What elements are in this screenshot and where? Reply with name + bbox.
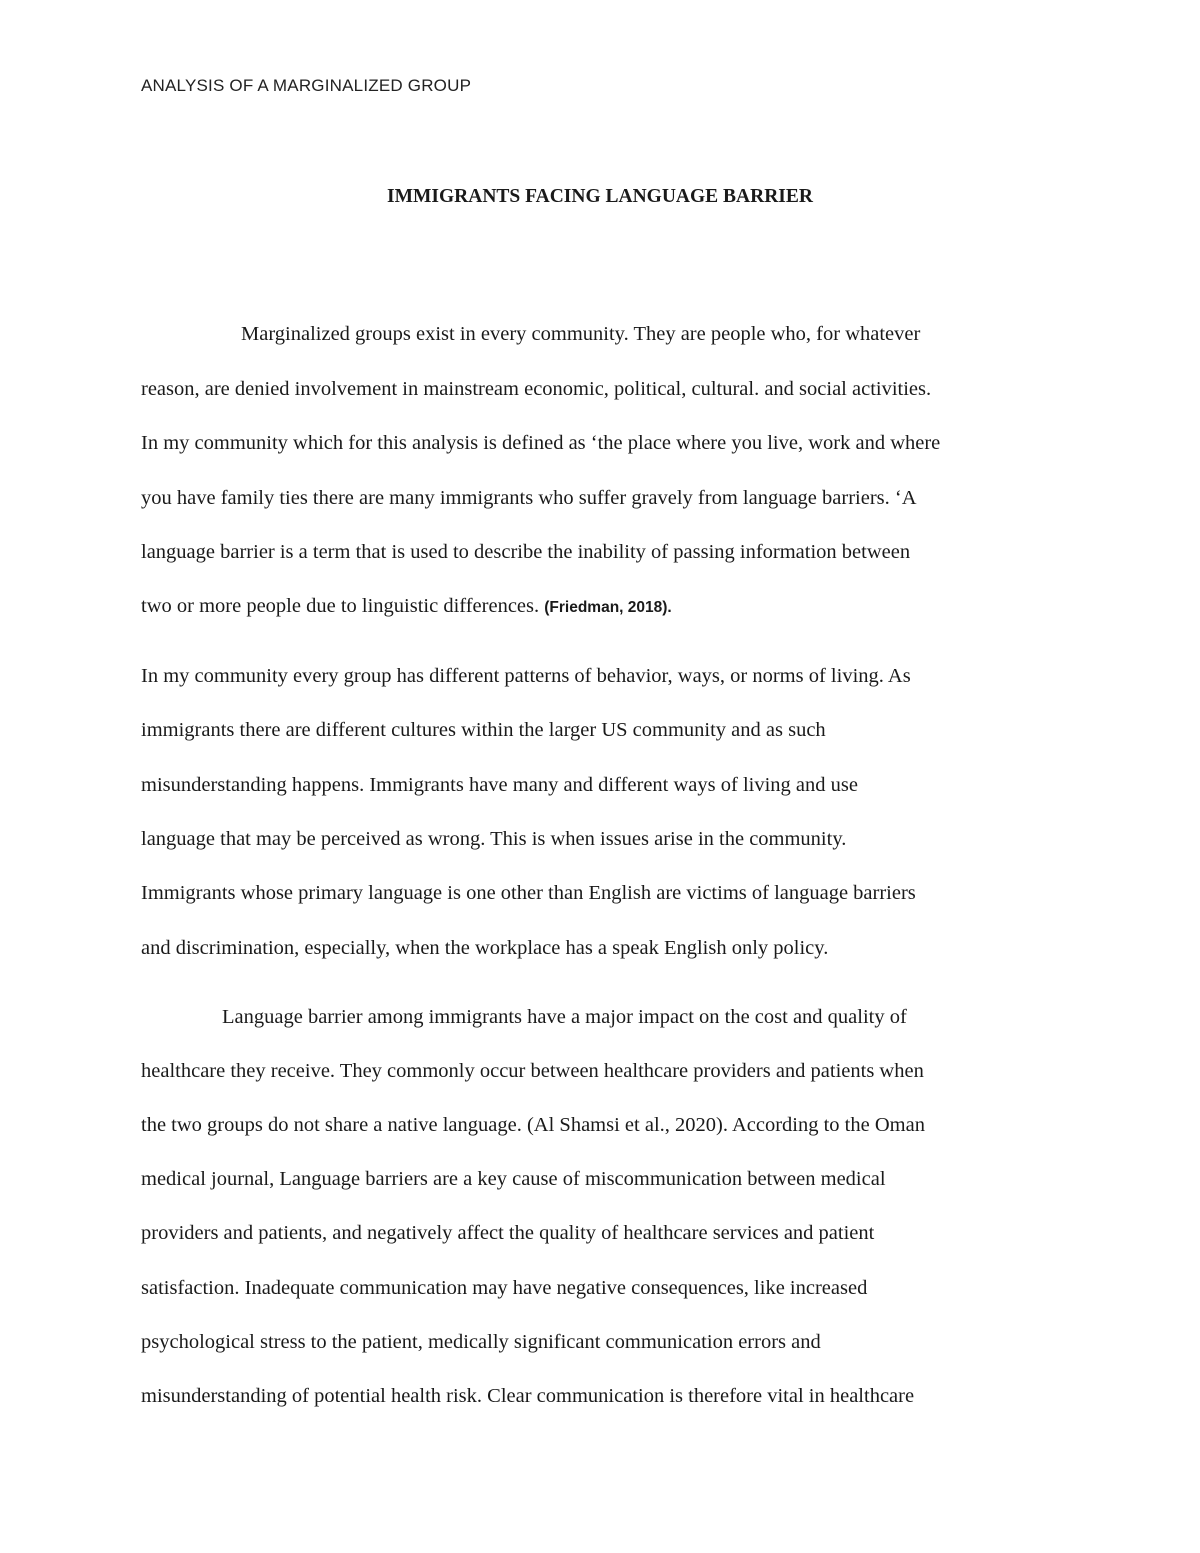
paragraph-3-line-6: satisfaction. Inadequate communication may have negative consequences, like increased <box>141 1277 868 1299</box>
paragraph-3-line-7: psychological stress to the patient, medically significant communication errors and <box>141 1331 821 1353</box>
paragraph-2-line-6: and discrimination, especially, when the workplace has a speak English only policy. <box>141 937 829 959</box>
paragraph-2-line-1: In my community every group has different patterns of behavior, ways, or norms of living. As <box>141 665 911 687</box>
paragraph-2-line-5: Immigrants whose primary language is one other than English are victims of language barriers <box>141 882 916 904</box>
paragraph-1-line-5: language barrier is a term that is used to describe the inability of passing information between <box>141 541 911 563</box>
citation-friedman: (Friedman, 2018). <box>544 599 672 616</box>
paragraph-2-line-3: misunderstanding happens. Immigrants have many and different ways of living and use <box>141 774 858 796</box>
running-header: ANALYSIS OF A MARGINALIZED GROUP <box>141 76 472 95</box>
paragraph-1-line-3: In my community which for this analysis is defined as ‘the place where you live, work and where <box>141 432 941 454</box>
paragraph-1-line-6 <box>141 592 672 622</box>
paragraph-1-line-1: Marginalized groups exist in every community. They are people who, for whatever <box>241 323 921 345</box>
paragraph-3-line-3: the two groups do not share a native language. (Al Shamsi et al., 2020). According to the Oman <box>141 1114 925 1136</box>
document-title: IMMIGRANTS FACING LANGUAGE BARRIER <box>387 186 813 207</box>
paragraph-3-line-1: Language barrier among immigrants have a major impact on the cost and quality of <box>222 1006 907 1028</box>
paragraph-2-line-2: immigrants there are different cultures within the larger US community and as such <box>141 719 826 741</box>
paragraph-1-line-6-text: two or more people due to linguistic differences. <box>141 595 545 617</box>
paragraph-3-line-4: medical journal, Language barriers are a key cause of miscommunication between medical <box>141 1168 886 1190</box>
paragraph-1-line-4: you have family ties there are many immigrants who suffer gravely from language barriers. ‘A <box>141 487 917 509</box>
paragraph-2-line-4: language that may be perceived as wrong. This is when issues arise in the community. <box>141 828 847 850</box>
paragraph-3-line-8: misunderstanding of potential health risk. Clear communication is therefore vital in healthcare <box>141 1385 915 1407</box>
paragraph-3-line-5: providers and patients, and negatively affect the quality of healthcare services and patient <box>141 1222 875 1244</box>
paragraph-3-line-2: healthcare they receive. They commonly occur between healthcare providers and patients when <box>141 1060 924 1082</box>
paragraph-1-line-2: reason, are denied involvement in mainstream economic, political, cultural. and social activities. <box>141 378 932 400</box>
